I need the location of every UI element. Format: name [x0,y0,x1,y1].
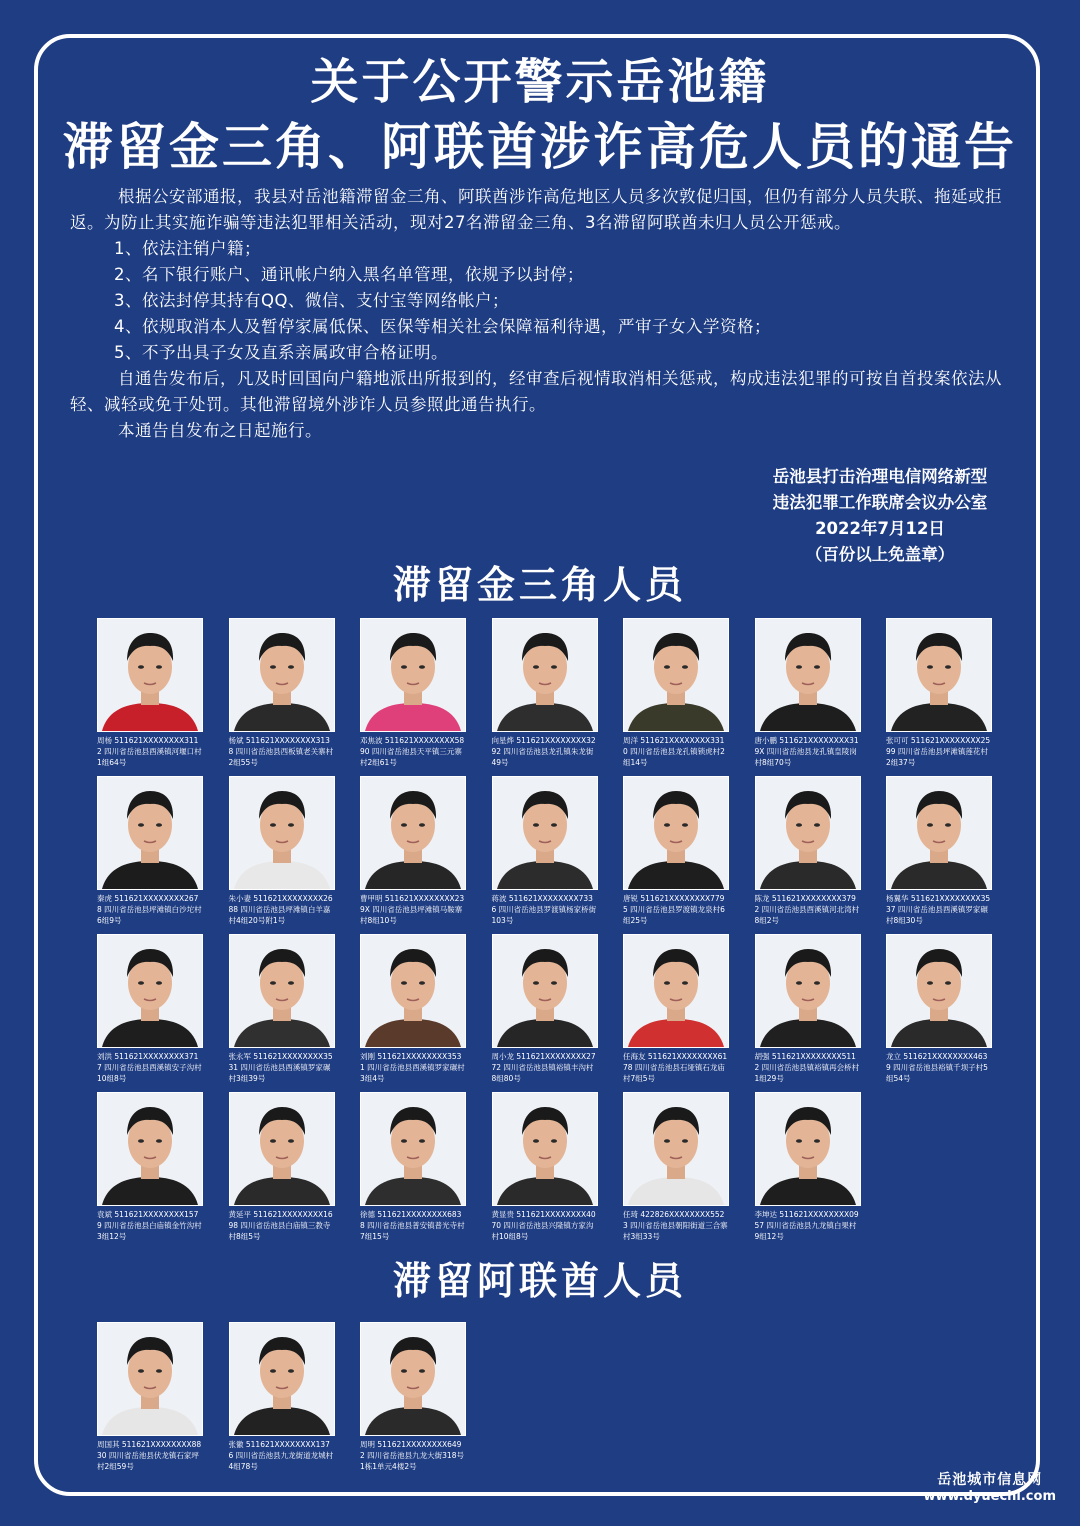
person-caption: 陈龙 511621XXXXXXXX3792 四川省岳池县酉溪镇河北湾村8组2号 [754,894,860,925]
person-card [360,1092,466,1242]
issuer-signature [730,464,1030,568]
person-photo [623,934,729,1048]
person-photo [360,618,466,732]
person-photo [886,618,992,732]
person-caption: 李坤达 511621XXXXXXXX0957 四川省岳池县九龙镇白果村9组12号 [754,1210,859,1241]
person-card [623,1092,729,1242]
person-card [229,776,335,926]
person-card [492,934,598,1084]
person-caption: 龙立 511621XXXXXXXX4639 四川省岳池县裕镇千坝子村5组54号 [886,1052,988,1083]
person-photo [623,618,729,732]
watermark-url: www.dyuechi.com [923,1489,1056,1504]
person-photo [755,934,861,1048]
person-caption: 张永军 511621XXXXXXXX3531 四川省岳池县酉溪镇罗家碾村3组39号 [228,1052,333,1083]
person-caption: 刘洪 511621XXXXXXXX3717 四川省岳池县酉溪镇安子沟村10组8号 [97,1052,202,1083]
person-caption: 向星烨 511621XXXXXXXX3292 四川省岳池县龙孔镇朱龙街49号 [491,736,596,767]
person-photo [886,934,992,1048]
notice-paragraph-intro: 根据公安部通报，我县对岳池籍滞留金三角、阿联酋涉诈高危地区人员多次敦促归国，但仍有部分人员失联、拖延或拒返。为防止其实施诈骗等违法犯罪相关活动，现对27名滞留金三角、3名滞留阿联酋未归人员公开惩戒。 [70,187,1002,232]
notice-title-line1: 关于公开警示岳池籍 [310,54,770,110]
person-card [360,776,466,926]
person-card [755,618,861,768]
person-card [360,1322,466,1472]
person-caption: 任琦 422826XXXXXXXX5523 四川省岳池县朝阳街道三合寨村3组33号 [623,1210,728,1241]
issuer-line2: 违法犯罪工作联席会议办公室 [772,493,988,512]
person-photo [229,1322,335,1436]
notice-title-line2: 滞留金三角、阿联酋涉诈高危人员的通告 [63,118,1017,176]
notice-paragraph-surrender: 自通告发布后，凡及时回国向户籍地派出所报到的，经审查后视情取消相关惩戒，构成违法犯罪的可按自首投案依法从轻、减轻或免于处罚。其他滞留境外涉诈人员参照此通告执行。 [70,369,1002,414]
person-photo [492,934,598,1048]
person-caption: 周国其 511621XXXXXXXX8830 四川省岳池县伏龙镇石家坪村2组59号 [97,1440,202,1471]
person-photo [492,776,598,890]
person-caption: 蒋波 511621XXXXXXXX7336 四川省岳池县罗渡镇杨家桥街103号 [491,894,597,925]
person-caption: 邓焦波 511621XXXXXXXX5890 四川省岳池县天平镇三元寨村2组61号 [360,736,465,767]
person-caption: 唐小鹏 511621XXXXXXXX319X 四川省岳池县龙孔镇皇陵岗村8组70号 [754,736,859,767]
person-caption: 朱小妻 511621XXXXXXXX2688 四川省岳池县坪滩镇白羊嘉村4组20号附1号 [228,894,333,925]
person-card [755,934,861,1084]
person-photo [229,1092,335,1206]
person-caption: 刘刚 511621XXXXXXXX3531 四川省岳池县酉溪镇罗家碾村3组4号 [360,1052,465,1083]
person-card [623,776,729,926]
measure-item: 3、依法封停其持有QQ、微信、支付宝等网络帐户； [114,291,509,310]
person-card [492,776,598,926]
person-card [886,776,992,926]
person-card [97,618,203,768]
measure-item: 4、依规取消本人及暂停家属低保、医保等相关社会保障福利待遇，严审子女入学资格； [114,317,771,336]
person-photo [97,1092,203,1206]
person-card [229,934,335,1084]
person-caption: 杨翼华 511621XXXXXXXX3537 四川省岳池县酉溪镇罗家碾村8组30号 [886,894,991,925]
person-caption: 袁斌 511621XXXXXXXX1579 四川省岳池县白庙镇金竹沟村3组12号 [97,1210,202,1241]
person-caption: 唐锐 511621XXXXXXXX7795 四川省岳池县罗渡镇龙泉村6组25号 [623,894,725,925]
person-caption: 曹甲明 511621XXXXXXXX239X 四川省岳池县坪滩镇马鞍寨村8组10号 [360,894,465,925]
site-watermark [923,1469,1056,1504]
person-card [229,618,335,768]
person-card [97,1322,203,1472]
person-caption: 周洋 511621XXXXXXXX3310 四川省岳池县龙孔镇锁虎村2组14号 [623,736,725,767]
person-caption: 胡强 511621XXXXXXXX5112 四川省岳池县镇裕镇再会桥村1组29号 [754,1052,860,1083]
person-photo [755,1092,861,1206]
person-photo [623,776,729,890]
person-photo [97,776,203,890]
person-caption: 张徽 511621XXXXXXXX1376 四川省岳池县九龙街道龙城村4组78号 [228,1440,334,1471]
person-photo [886,776,992,890]
person-photo [360,1322,466,1436]
measure-item: 2、名下银行账户、通讯帐户纳入黑名单管理，依规予以封停； [114,265,584,284]
person-photo [360,776,466,890]
person-card [97,776,203,926]
section-title-golden-triangle: 滞留金三角人员 [392,563,687,607]
person-caption: 周明 511621XXXXXXXX6492 四川省岳池县九龙大街318号1栋1单元4楼2号 [360,1440,464,1471]
person-photo [360,934,466,1048]
person-photo [492,618,598,732]
person-photo [229,618,335,732]
person-card [360,934,466,1084]
section-title-uae: 滞留阿联酋人员 [392,1259,687,1303]
person-caption: 任海友 511621XXXXXXXX6178 四川省岳池县石垭镇石龙庙村7组5号 [623,1052,728,1083]
person-photo [755,776,861,890]
person-caption: 黄延平 511621XXXXXXXX1698 四川省岳池县白庙镇三教寺村8组5号 [228,1210,333,1241]
notice-paragraph-effective: 本通告自发布之日起施行。 [118,421,322,440]
person-caption: 周小龙 511621XXXXXXXX2772 四川省岳池县镇裕镇丰沟村8组80号 [491,1052,596,1083]
person-caption: 黄显贵 511621XXXXXXXX4070 四川省岳池县兴隆镇方家沟村10组8号 [491,1210,596,1241]
person-card [97,934,203,1084]
person-photo [360,1092,466,1206]
person-card [623,934,729,1084]
person-card [229,1322,335,1472]
person-photo [97,618,203,732]
person-card [623,618,729,768]
person-card [229,1092,335,1242]
person-caption: 张可可 511621XXXXXXXX2599 四川省岳池县坪滩镇莲花村2组37号 [886,736,991,767]
person-photo [97,934,203,1048]
person-caption: 秦虎 511621XXXXXXXX2678 四川省岳池县坪滩镇白沙坨村6组9号 [97,894,202,925]
person-caption: 周杨 511621XXXXXXXX3112 四川省岳池县酉溪镇河堰口村1组64号 [97,736,202,767]
person-photo [755,618,861,732]
person-card [492,618,598,768]
stamp-note: （百份以上免盖章） [805,545,955,564]
person-card [492,1092,598,1242]
issue-date: 2022年7月12日 [815,519,945,538]
person-card [886,934,992,1084]
watermark-site-name: 岳池城市信息网 [937,1472,1043,1488]
measure-item: 1、依法注销户籍； [114,239,261,258]
person-card [360,618,466,768]
person-photo [229,776,335,890]
person-caption: 杨斌 511621XXXXXXXX3138 四川省岳池县西板镇老关寨村2组55号 [228,736,334,767]
notice-body [70,184,1010,444]
issuer-line1: 岳池县打击治理电信网络新型 [772,467,988,486]
person-photo [229,934,335,1048]
measure-item: 5、不予出具子女及直系亲属政审合格证明。 [114,343,448,362]
person-card [755,776,861,926]
person-card [755,1092,861,1242]
person-card [97,1092,203,1242]
person-photo [623,1092,729,1206]
person-photo [492,1092,598,1206]
person-caption: 徐德 511621XXXXXXXX6838 四川省岳池县普安镇普光寺村7组15号 [360,1210,465,1241]
person-photo [97,1322,203,1436]
person-card [886,618,992,768]
